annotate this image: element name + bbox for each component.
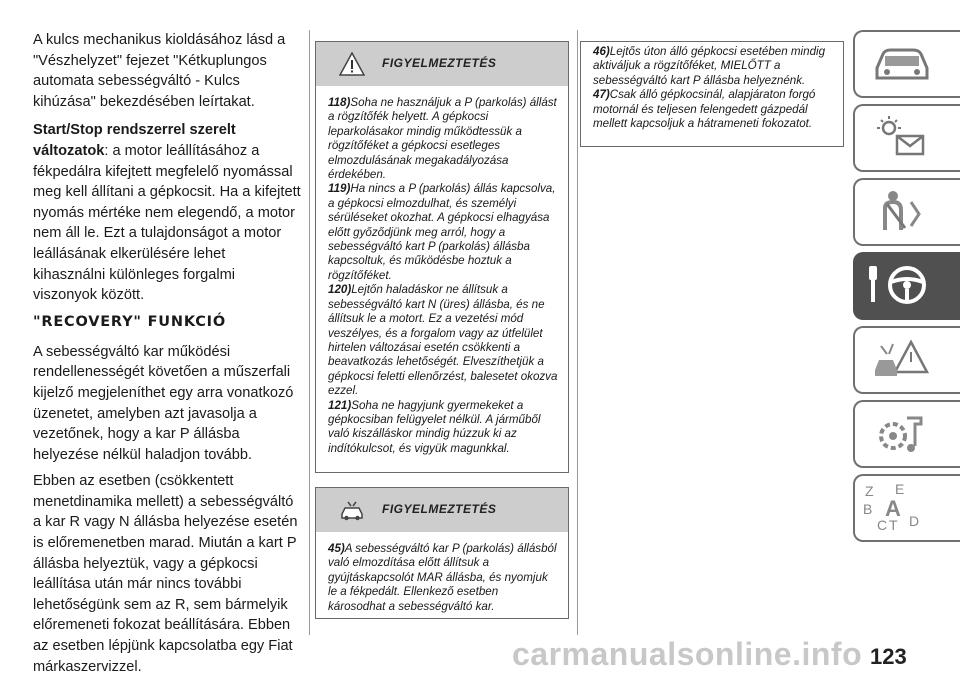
warning-item-text: Ha nincs a P (parkolás) állás kapcsolva, a gépkocsi elmozdulhat, és személyi sérüléseket okozhat. A gépkocsi elhagyása előtt győződjünk meg arról, hogy a sebességváltó kart P (parkolás) állásba kapcsoltuk, és működésbe hoztuk a rögzítőféket. bbox=[328, 182, 556, 282]
warning-item-number: 47) bbox=[593, 88, 610, 102]
warning-item bbox=[328, 399, 558, 457]
startstop-text: : a motor leállításához a fékpedálra kifejtett megfelelő nyomással meg kell állítani a gépkocsit. Ha a kifejtett nyomás mértéke nem elegendő, a motor nem áll le. Ezt a tulajdonságot a motor leállásának elkerülésére lehet kihasználni különleges forgalmi viszonyok között. bbox=[33, 142, 301, 304]
intro-paragraph: A kulcs mechanikus kioldásához lásd a "Vészhelyzet" fejezet "Kétkuplungos automata sebességváltó - Kulcs kihúzása" bekezdésében leírtakat. bbox=[33, 32, 286, 110]
warning-item-text: A sebességváltó kar P (parkolás) állásból való elmozdítása előtt állítsuk a gyújtáskapcsolót MAR állásba, és nyomjuk le a fékpedált. Ellenkező esetben károsodhat a sebességváltó kar. bbox=[328, 542, 557, 613]
svg-text:D: D bbox=[909, 513, 920, 529]
warning-item bbox=[328, 96, 558, 182]
service-tools-icon bbox=[871, 410, 931, 456]
main-text-column bbox=[33, 30, 301, 683]
warning-item-number: 121) bbox=[328, 398, 352, 412]
breakdown-icon bbox=[871, 336, 931, 382]
warning-title: FIGYELMEZTETÉS bbox=[382, 56, 497, 70]
svg-text:E: E bbox=[895, 481, 905, 497]
svg-text:C: C bbox=[877, 517, 888, 532]
warning-item-text: Csak álló gépkocsinál, alapjáraton forgó motornál és teljesen felengedett gázpedál mellett kapcsoljuk a hátrameneti fokozatot. bbox=[593, 88, 816, 131]
tab-safety[interactable] bbox=[853, 178, 960, 246]
warning-lights-icon bbox=[871, 114, 931, 160]
warning-item-number: 45) bbox=[328, 542, 345, 555]
warning-body bbox=[581, 42, 843, 137]
warning-item bbox=[328, 283, 558, 398]
svg-text:A: A bbox=[885, 496, 901, 521]
column-divider bbox=[309, 30, 310, 635]
warning-header bbox=[316, 42, 568, 86]
section-heading: "RECOVERY" FUNKCIÓ bbox=[33, 313, 226, 330]
warning-triangle-icon bbox=[339, 52, 365, 76]
startstop-paragraph bbox=[33, 120, 301, 305]
recovery-paragraph-1: A sebességváltó kar működési rendellenességét követően a műszerfali kijelző megjeleníthet egy arra vonatkozó üzenetet, amelyben azt javasolja a vezetőnek, hogy a kar P állásba helyezése nélkül haladjon tovább. bbox=[33, 343, 294, 463]
tab-emergency[interactable] bbox=[853, 326, 960, 394]
chapter-tabs bbox=[853, 30, 960, 548]
svg-text:B: B bbox=[863, 501, 873, 517]
warning-item-number: 119) bbox=[328, 182, 351, 196]
warning-item-text: Soha ne használjuk a P (parkolás) állást a rögzítőfék helyett. A gépkocsi leparkolásakor mindig működtessük a rögzítőféket a gépkocsi esetleges elmozdulásának megakadályozása érdekében. bbox=[328, 96, 557, 182]
page-number: 123 bbox=[870, 644, 907, 669]
warning-item bbox=[593, 45, 837, 88]
warning-item-number: 120) bbox=[328, 283, 352, 297]
warning-title: FIGYELMEZTETÉS bbox=[382, 502, 497, 516]
tab-index[interactable] bbox=[853, 474, 960, 542]
steering-wheel-key-icon bbox=[865, 262, 935, 308]
warning-item bbox=[328, 542, 558, 614]
tab-vehicle[interactable] bbox=[853, 30, 960, 98]
recovery-paragraph-2: Ebben az esetben (csökkentett menetdinamika mellett) a sebességváltó a kar R vagy N állásba helyezése esetén is előremenetben marad. Miután a kart P állásba helyeztük, vagy a gépkocsi leállítása után már nincs további lehetőségünk sem az R, sem bármelyik előremeneti fokozat beállítására. Ebben az esetben lépjünk kapcsolatba egy Fiat márkaszervizzel. bbox=[33, 473, 298, 675]
warning-body bbox=[316, 86, 568, 466]
warning-item-number: 46) bbox=[593, 45, 610, 58]
svg-text:T: T bbox=[889, 517, 898, 532]
warning-item-number: 118) bbox=[328, 96, 351, 109]
car-damage-icon bbox=[339, 498, 365, 522]
watermark: carmanualsonline.info bbox=[512, 636, 863, 672]
warning-box-1 bbox=[315, 41, 569, 473]
warning-item-text: Soha ne hagyjunk gyermekeket a gépkocsiban felügyelet nélkül. A járműből való kiszálláskor mindig húzzuk ki az indítókulcsot, és vigyük magunkkal. bbox=[328, 398, 541, 455]
warning-item-text: Lejtős úton álló gépkocsi esetében mindig aktiváljuk a rögzítőféket, MIELŐTT a sebességváltó kart P állásba helyeznénk. bbox=[593, 45, 826, 87]
warning-body bbox=[316, 532, 568, 624]
warning-box-2 bbox=[315, 487, 569, 619]
seatbelt-safety-icon bbox=[871, 188, 931, 234]
tab-maintenance[interactable] bbox=[853, 400, 960, 468]
startstop-label: Start/Stop rendszerrel szerelt változatok bbox=[33, 122, 236, 159]
tab-dashboard-lights[interactable] bbox=[853, 104, 960, 172]
car-icon bbox=[871, 40, 931, 86]
index-alphabet-icon bbox=[859, 480, 929, 532]
column-divider bbox=[577, 30, 578, 635]
tab-starting-driving[interactable] bbox=[853, 252, 960, 320]
continued-warning-box bbox=[580, 41, 844, 147]
warning-item bbox=[328, 182, 558, 283]
warning-header bbox=[316, 488, 568, 532]
svg-text:Z: Z bbox=[865, 483, 874, 499]
warning-item-text: Lejtőn haladáskor ne állítsuk a sebességváltó kart N (üres) állásba, és ne állítsuk le a motort. Ez a vezetési mód veszélyes, és a forgalom vagy az útfelület hirtelen változásai esetén csökkenti a beavatkozás lehetőségét. Elveszíthetjük a gépkocsi feletti ellenőrzést, balesetet okozva ezzel. bbox=[328, 283, 558, 398]
warning-item bbox=[593, 88, 837, 131]
